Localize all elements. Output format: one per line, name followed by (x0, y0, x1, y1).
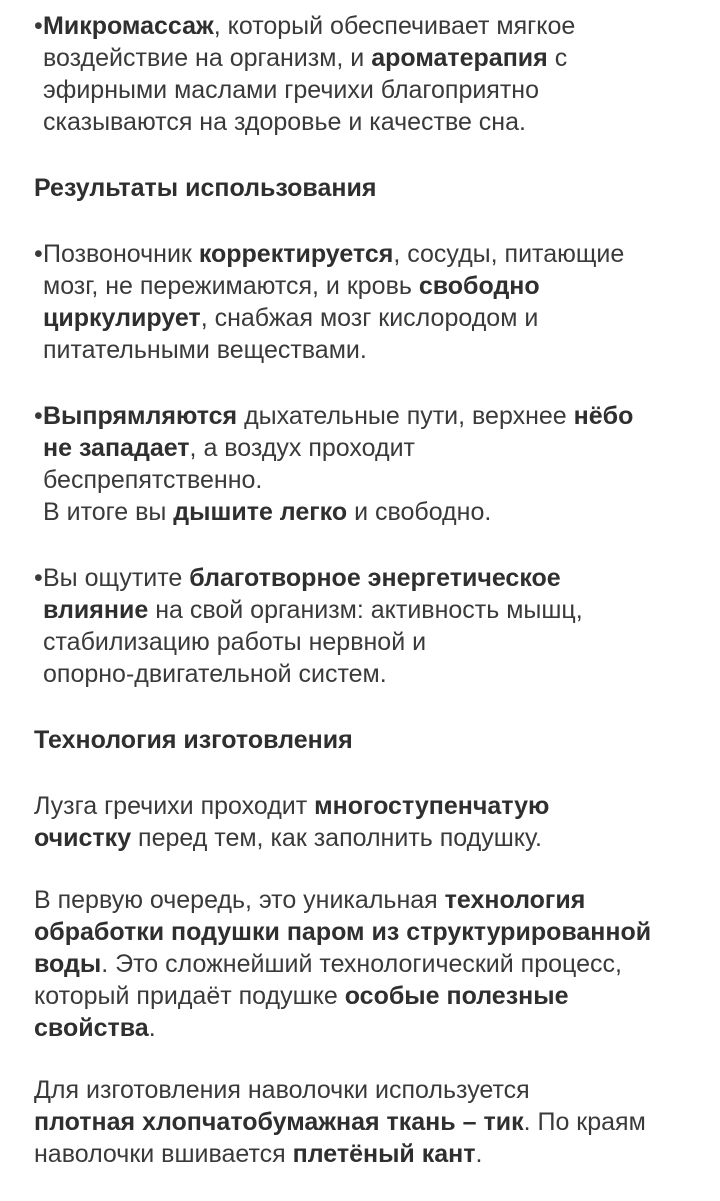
bold-text: нёбо (573, 402, 634, 430)
bold-text: циркулирует (43, 304, 201, 332)
bold-text: Микромассаж (43, 12, 214, 40)
bold-text: Выпрямляются (43, 402, 238, 430)
bullet-micromassage: • Микромассаж, который обеспечивает мягкое воздействие на организм, и ароматерапия с эфирными маслами гречихи благоприятно сказываются на здоровье и качестве сна. (34, 12, 576, 136)
paragraph-pillowcase: Для изготовления наволочки используется плотная хлопчатобумажная ткань – тик. По краям наволочки вшивается плетёный кант. (34, 1076, 646, 1168)
bold-text: особые полезные (344, 982, 569, 1010)
section-heading-technology: Технология изготовления (34, 726, 353, 754)
paragraph-cleaning: Лузга гречихи проходит многоступенчатую очистку перед тем, как заполнить подушку. (34, 792, 550, 852)
bold-text: обработки подушки паром из структурированной (34, 918, 652, 946)
bold-text: благотворное энергетическое (189, 564, 561, 592)
bold-text: свободно (418, 272, 540, 300)
bold-text: не западает (43, 434, 190, 462)
bullet-dot: • (34, 240, 43, 268)
bullet-dot: • (34, 564, 43, 592)
bullet-energy: • Вы ощутите благотворное энергетическое влияние на свой организм: активность мышц, стабилизацию работы нервной и опорно-двигательной систем. (34, 564, 583, 688)
bullet-breathing: • Выпрямляются дыхательные пути, верхнее нёбо не западает, а воздух проходит беспрепятственно. В итоге вы дышите легко и свободно. (34, 402, 634, 526)
bold-text: технология (444, 886, 586, 914)
bold-text: плетёный кант (292, 1140, 476, 1168)
bullet-dot: • (34, 402, 43, 430)
bold-text: свойства (34, 1014, 149, 1042)
bold-text: ароматерапия (371, 44, 548, 72)
bold-text: корректируется (198, 240, 394, 268)
bold-text: многоступенчатую (314, 792, 550, 820)
bold-text: плотная хлопчатобумажная ткань – тик (34, 1108, 524, 1136)
article-content (34, 10, 694, 1170)
bold-text: воды (34, 950, 102, 978)
bullet-dot: • (34, 12, 43, 40)
bold-text: очистку (34, 824, 132, 852)
section-heading-results: Результаты использования (34, 174, 377, 202)
bold-text: влияние (43, 596, 149, 624)
bold-text: дышите легко (173, 498, 348, 526)
paragraph-steam-technology: В первую очередь, это уникальная технология обработки подушки паром из структурированной воды. Это сложнейший технологический процесс, который придаёт подушке особые полезные свойства. (34, 886, 652, 1042)
bullet-spine: • Позвоночник корректируется, сосуды, питающие мозг, не пережимаются, и кровь свободно циркулирует, снабжая мозг кислородом и питательными веществами. (34, 240, 625, 364)
